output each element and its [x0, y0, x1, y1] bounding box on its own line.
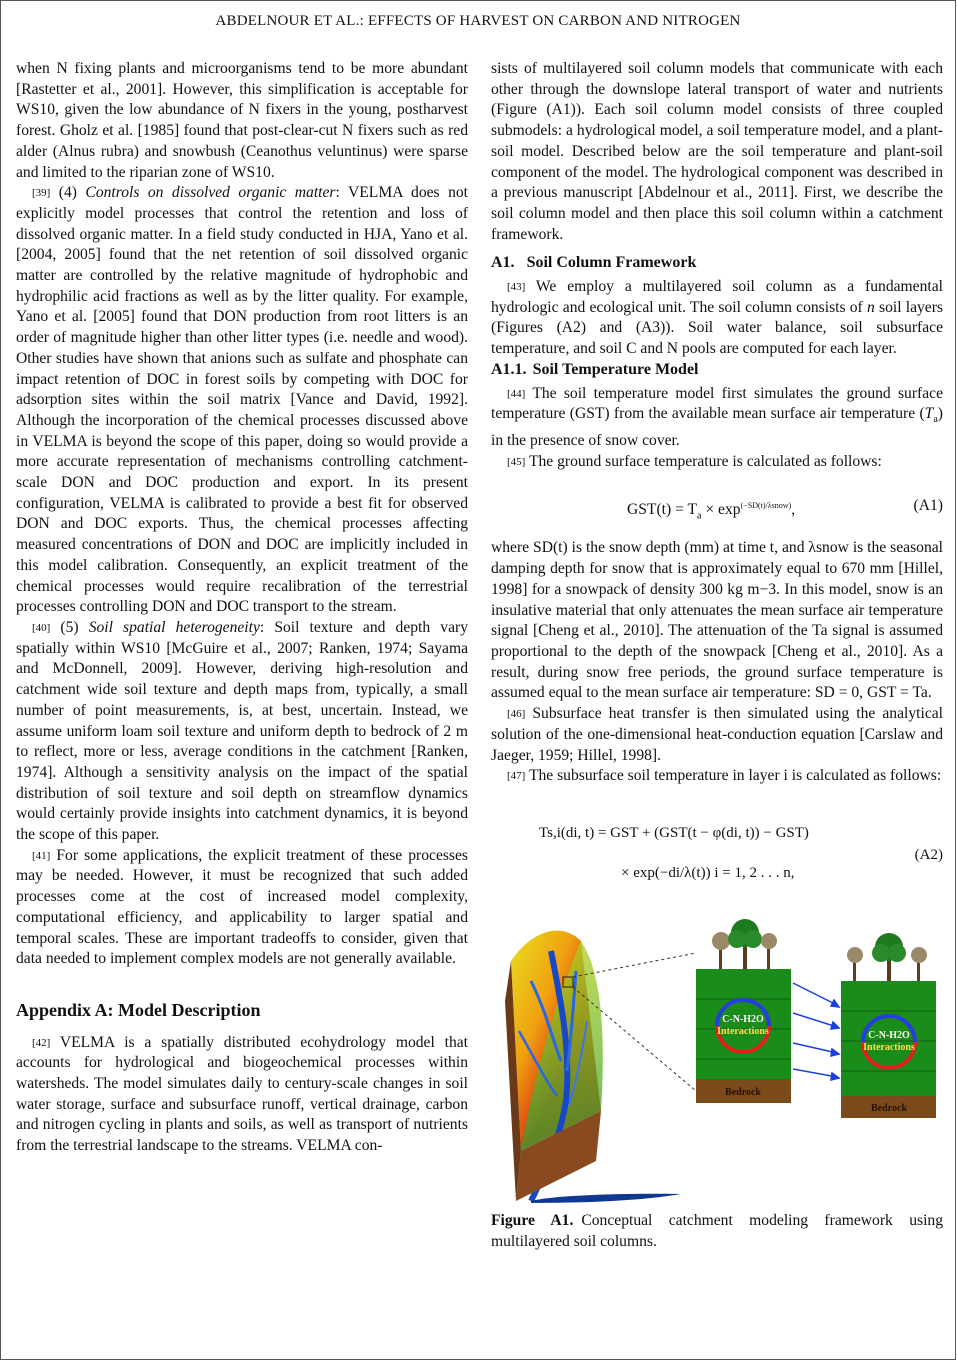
paragraph-46: [46] Subsurface heat transfer is then simulated using the analytical solution of the one-dimensional heat-conduction equation [Carslaw and Jaeger, 1959; Hillel, 1998].: [491, 705, 943, 764]
figure-label: Figure A1.: [491, 1211, 574, 1229]
tree-icon: [728, 919, 762, 969]
catchment-terrain: [505, 931, 681, 1203]
interaction-label: Interactions: [863, 1041, 915, 1053]
tree-icon: [847, 947, 863, 981]
bedrock-label: Bedrock: [725, 1086, 761, 1098]
interaction-label: Interactions: [717, 1025, 769, 1037]
paragraph-38-continued: when N fixing plants and microorganisms tend to be more abundant [Rastetter et al., 2001]. However, this simplification is acceptable for WS10, given the low abundance of N fixers in the young, postharvest forest. Gholz et al. [1985] found that post-clear-cut N fixers such as red alder (Alnus rubra) and snowbush (Ceanothus veluntinus) were sparse and limited to the riparian zone of WS10.: [16, 60, 468, 181]
paragraph-39: [39] (4) Controls on dissolved organic matter: VELMA does not explicitly model processes that control the retention and loss of dissolved organic matter. In a field study conducted in HJA, Yano et al. [2004, 2005] found that the net retention of soil dissolved organic matter are controlled by the relative magnitude of hydrophobic and hydrophilic acid fractions as well as by the litter quality. For example, Yano et al. [2005] found that DON production from root litters is an order of magnitude higher than other litter types (i.e. needle and wood). Other studies have shown that anions such as sulfate and phosphate can impact retention of DOC in forest soils by competing with DOC for adsorption sites within the soil matrix [Vance and David, 1992]. Although the incorporation of the chemical processes discussed above in VELMA is beyond the scope of this paper, doing so would provide a more accurate representation of mechanisms controlling catchment-scale DON and DOC production and export. In its present configuration, VELMA is calibrated to provide a best fit for observed DON and DOC exports. Thus, the chemical processes affecting measured concentrations of DON and DOC are implicitly included in this model calibration. Consequently, an explicit treatment of the chemical processes would require recalibration of the terrestrial processes controlling DON and DOC transport to the stream.: [16, 184, 469, 616]
tree-icon: [761, 933, 777, 969]
section-heading-a1-1: A1.1. Soil Temperature Model: [491, 360, 699, 378]
bedrock-label: Bedrock: [871, 1102, 907, 1114]
paragraph-number: [45]: [507, 455, 526, 468]
inline-title: Controls on dissolved organic matter: [85, 184, 336, 202]
figure-caption: Figure A1. Conceptual catchment modeling framework using multilayered soil columns.: [491, 1211, 943, 1250]
paragraph-number: [47]: [507, 770, 526, 783]
paragraph-where: where SD(t) is the snow depth (mm) at time t, and λsnow is the seasonal damping depth for snow that is approximately equal to 670 mm [Hillel, 1998] for a snowpack of density 300 kg m−3. In this model, snow is an insulative material that only attenuates the mean surface air temperature signal [Cheng et al., 2010]. The attenuation of the Ta signal is assumed proportional to the depth of the snowpack [Cheng et al., 2010]. As a result, during snow free periods, the ground surface temperature is assumed equal to the mean surface air temperature: SD = 0, GST = Ta.: [491, 539, 943, 702]
paragraph-40: [40] (5) Soil spatial heterogeneity: Soil texture and depth vary spatially within WS10 [McGuire et al., 2007; Ranken, 1974; Sayama and McDonnell, 2009]. However, deriving high-resolution and catchment wide soil texture and depth maps from, typically, a small number of point measurements, is, at best, uncertain. Instead, we assume uniform loam soil texture and uniform depth to bedrock of 2 m to reflect, more or less, average conditions in the catchment [Ranken, 1974]. Although a sensitivity analysis on the impact of the spatial distribution of soil texture and soil depth on streamflow dynamics would certainly provide insights into catchment dynamics, it is beyond the scope of this paper.: [16, 618, 468, 844]
paragraph-number: [43]: [507, 281, 526, 294]
interaction-label: C-N-H2O: [722, 1013, 764, 1025]
section-heading-a1: A1. Soil Column Framework: [491, 254, 697, 272]
soil-column-2: [841, 933, 936, 1118]
paragraph-44: [44] The soil temperature model first simulates the ground surface temperature (GST) from the available mean surface air temperature $(T_a)$ in the presence of snow cover.: [491, 384, 943, 450]
equation-a1: $GST(t) = T_a \times \exp^{(-SD(t)/\lambda snow)}$, (A1): [627, 497, 943, 522]
equation-number: (A1): [913, 497, 943, 515]
tree-icon: [911, 947, 927, 981]
left-column: [16, 59, 468, 1157]
appendix-heading: Appendix A: Model Description: [16, 999, 261, 1020]
paragraph-number: [40]: [32, 621, 51, 634]
tree-icon: [712, 932, 730, 969]
paragraph-47: [47] The subsurface soil temperature in layer i is calculated as follows:: [507, 767, 942, 785]
equation-number: (A2): [914, 846, 943, 863]
inline-title: Soil spatial heterogeneity: [88, 618, 260, 636]
lateral-flow-arrows: [793, 983, 839, 1080]
paragraph-42: [42] VELMA is a spatially distributed ecohydrology model that accounts for hydrological and biogeochemical processes within watersheds. The model simulates daily to century-scale changes in soil water storage, surface and subsurface runoff, vertical drainage, carbon and nitrogen cycling in plants and soils, as well as transport of nutrients from the terrestrial landscape to the streams. VELMA con-: [16, 1033, 468, 1155]
tree-icon: [872, 933, 906, 981]
paragraph-number: [42]: [32, 1036, 51, 1049]
right-column: [491, 59, 943, 1252]
equation-a2: Ts,i(di, t) = GST + (GST(t − φ(di, t)) − GST) × exp(−di/λ(t)) i = 1, 2 . . . n, (A2): [539, 824, 943, 881]
figure-a1-graphic: [491, 911, 943, 1211]
figure-a1: [491, 911, 943, 1211]
paragraph-number: [39]: [32, 187, 51, 200]
interaction-label: C-N-H2O: [868, 1029, 910, 1041]
paragraph-42-continued: sists of multilayered soil column models that communicate with each other through the downslope lateral transport of water and nutrients (Figure (A1)). Each soil column model consists of three coupled submodels: a hydrological model, a soil temperature model, and a plant-soil model. Described below are the soil temperature and plant-soil component of the model. The hydrological component was described in a previous manuscript [Abdelnour et al., 2011]. First, we describe the soil column model and then place this soil column within a catchment framework.: [491, 60, 943, 243]
paragraph-number: [41]: [32, 849, 51, 862]
paragraph-45: [45] The ground surface temperature is calculated as follows:: [507, 452, 882, 470]
paragraph-41: [41] For some applications, the explicit treatment of these processes may be needed. However, it must be recognized that such added processes come at the cost of increased model complexity, computational efficiency, and applicability to larger spatial and temporal scales. These are important tradeoffs to consider, given that data needed to implement complex models are not generally available.: [16, 846, 468, 968]
running-head: ABDELNOUR ET AL.: EFFECTS OF HARVEST ON CARBON AND NITROGEN: [215, 13, 741, 29]
paragraph-43: [43] We employ a multilayered soil column as a fundamental hydrologic and ecological unit. The soil column consists of n soil layers (Figures (A2) and (A3)). Soil water balance, soil subsurface temperature, and soil C and N pools are computed for each layer.: [491, 278, 943, 358]
paragraph-number: [46]: [507, 708, 526, 721]
paragraph-number: [44]: [507, 387, 526, 400]
soil-column-1: [696, 919, 791, 1103]
